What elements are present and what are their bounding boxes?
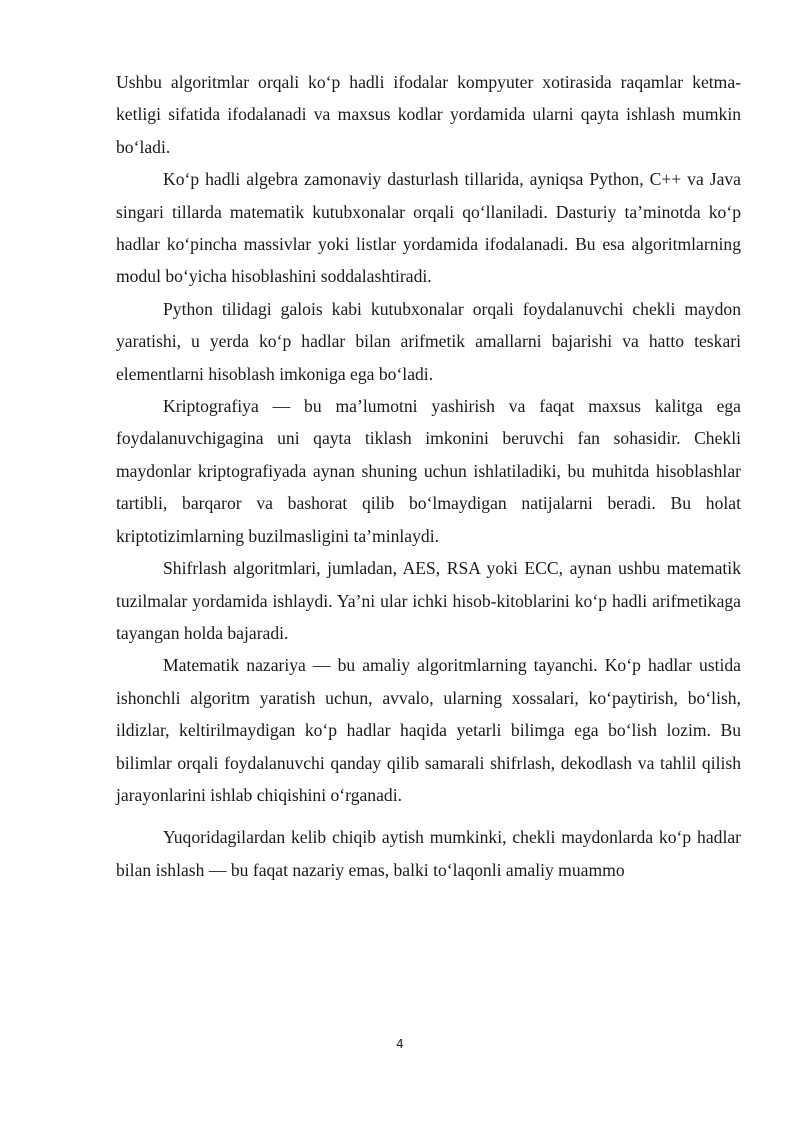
paragraph-cryptography-definition: Kriptografiya — bu ma’lumotni yashirish va faqat maxsus kalitga ega foydalanuvchigagina uni qayta tiklash imkonini beruvchi fan sohasidir. Chekli maydonlar kriptografiyada aynan shuning uchun ishlatiladiki, bu muhitda hisoblashlar tartibli, barqaror va bashorat qilib bo‘lmaydigan natijalarni beradi. Bu holat kriptotizimlarning buzilmasligini ta’minlaydi. xyxy=(116,396,741,546)
paragraph-polynomial-algebra-languages: Ko‘p hadli algebra zamonaviy dasturlash tillarida, ayniqsa Python, C++ va Java singari tillarda matematik kutubxonalar orqali qo‘llaniladi. Dasturiy ta’minotda ko‘p hadlar ko‘pincha massivlar yoki listlar yordamida ifodalanadi. Bu esa algoritmlarning modul bo‘yicha hisoblashini soddalashtiradi. xyxy=(116,169,741,287)
page-number: 4 xyxy=(396,1037,404,1051)
paragraph-algorithms-memory: Ushbu algoritmlar orqali ko‘p hadli ifodalar kompyuter xotirasida raqamlar ketma-ketligi sifatida ifodalanadi va maxsus kodlar yordamida ularni qayta ishlash mumkin bo‘ladi. xyxy=(116,72,741,157)
paragraph-conclusion: Yuqoridagilardan kelib chiqib aytish mumkinki, chekli maydonlarda ko‘p hadlar bilan ishlash — bu faqat nazariy emas, balki to‘laqonli amaliy muammo xyxy=(116,827,741,880)
paragraph-mathematical-theory: Matematik nazariya — bu amaliy algoritmlarning tayanchi. Ko‘p hadlar ustida ishonchli algoritm yaratish uchun, avvalo, ularning xossalari, ko‘paytirish, bo‘lish, ildizlar, keltirilmaydigan ko‘p hadlar haqida yetarli bilimga ega bo‘lish lozim. Bu bilimlar orqali foydalanuvchi qanday qilib samarali shifrlash, dekodlash va tahlil qilish jarayonlarini ishlab chiqishini o‘rganadi. xyxy=(116,655,741,805)
body-text xyxy=(116,66,741,886)
paragraph-encryption-algorithms: Shifrlash algoritmlari, jumladan, AES, RSA yoki ECC, aynan ushbu matematik tuzilmalar yordamida ishlaydi. Ya’ni ular ichki hisob-kitoblarini ko‘p hadli arifmetikaga tayangan holda bajaradi. xyxy=(116,558,741,643)
paragraph-python-galois: Python tilidagi galois kabi kutubxonalar orqali foydalanuvchi chekli maydon yaratishi, u yerda ko‘p hadlar bilan arifmetik amallarni bajarishi va hatto teskari elementlarni hisoblash imkoniga ega bo‘ladi. xyxy=(116,298,741,384)
